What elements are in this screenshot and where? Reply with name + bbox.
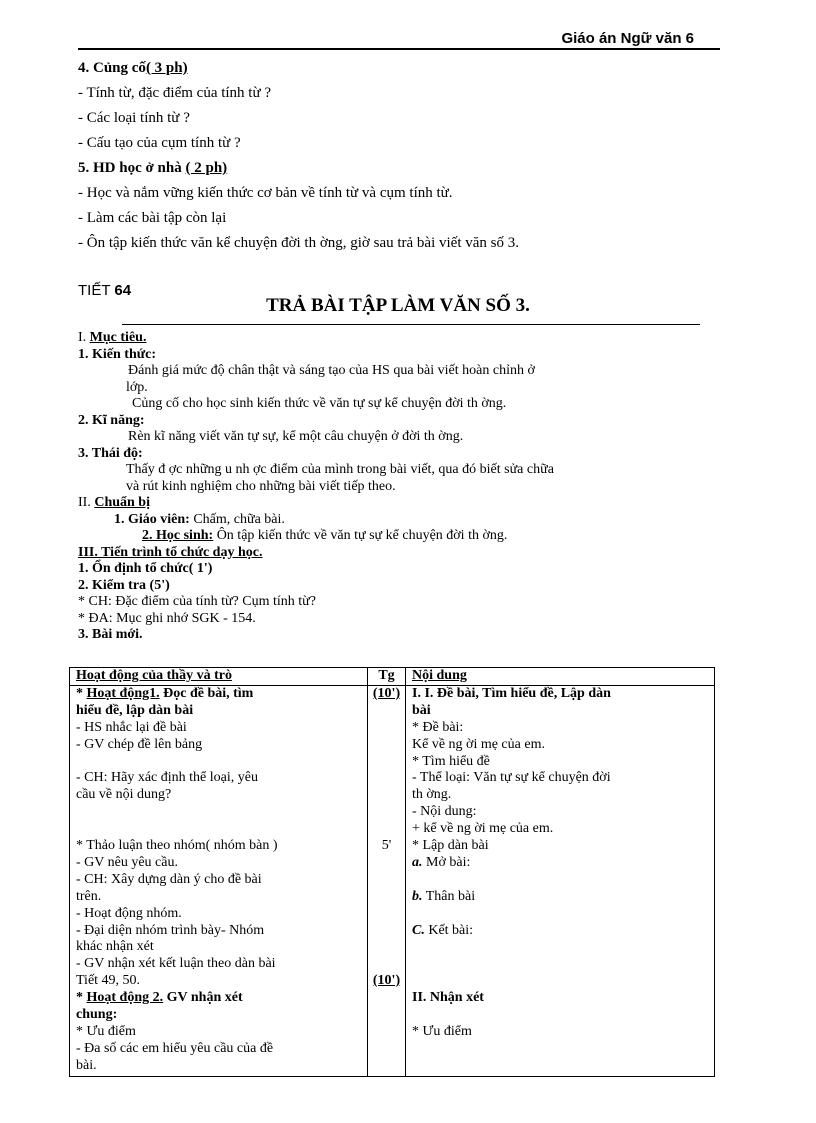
table-row-text: * Ưu điểm bbox=[412, 1023, 472, 1039]
page-bottom-margin bbox=[0, 1077, 816, 1123]
outline-intro: a. Mở bài: bbox=[412, 854, 471, 870]
objectives-heading: I. Mục tiêu. bbox=[78, 330, 147, 345]
content-heading-1-cont: bài bbox=[412, 702, 431, 718]
table-header-row bbox=[70, 668, 715, 686]
list-item: - Tính từ, đặc điểm của tính từ ? bbox=[78, 85, 272, 101]
table-row-text: + kể về ng ời mẹ của em. bbox=[412, 821, 554, 837]
process-question: * CH: Đặc điểm của tính từ? Cụm tính từ? bbox=[78, 594, 316, 609]
knowledge-text-2: Củng cố cho học sinh kiến thức về văn tự sự kể chuyện đời th ờng. bbox=[132, 396, 507, 411]
table-row-text: - CH: Hãy xác định thể loại, yêu bbox=[76, 770, 258, 786]
content-cell bbox=[406, 685, 715, 1076]
skill-heading: 2. Kĩ năng: bbox=[78, 412, 145, 428]
table-row-text: * Ưu điểm bbox=[76, 1023, 136, 1039]
table-row-text: trên. bbox=[76, 888, 102, 904]
table-row-text: - Đại diện nhóm trình bày- Nhóm bbox=[76, 922, 265, 938]
prep-student: 2. Học sinh: Ôn tập kiến thức về văn tự sự kể chuyện đời th ờng. bbox=[142, 528, 508, 543]
table-row-text: - Thể loại: Văn tự sự kể chuyện đời bbox=[412, 770, 611, 786]
page-header bbox=[78, 30, 720, 50]
attitude-text: Thấy đ ợc những u nh ợc điểm của mình trong bài viết, qua đó biết sửa chữa bbox=[126, 462, 554, 477]
table-row-text: - CH: Xây dựng dàn ý cho đề bài bbox=[76, 871, 262, 887]
section4-heading: 4. Củng cố( 3 ph) bbox=[78, 60, 188, 76]
process-org: 1. Ổn định tổ chức( 1') bbox=[78, 561, 213, 576]
table-row-text: - Nội dung: bbox=[412, 804, 477, 820]
lesson-plan-body bbox=[78, 330, 728, 644]
prep-heading: II. Chuẩn bị bbox=[78, 495, 150, 510]
table-row-text: * Thảo luận theo nhóm( nhóm bàn ) bbox=[76, 838, 278, 854]
table-header-activity: Hoạt động của thầy và trò bbox=[70, 668, 368, 686]
skill-text: Rèn kĩ năng viết văn tự sự, kể một câu chuyện ở đời th ờng. bbox=[128, 429, 464, 444]
table-header-content: Nội dung bbox=[406, 668, 715, 686]
time-activity1: (10') bbox=[372, 685, 401, 701]
list-item: - Ôn tập kiến thức văn kể chuyện đời th ờng, giờ sau trả bài viết văn số 3. bbox=[78, 235, 519, 251]
section-consolidation bbox=[78, 56, 728, 256]
prep-teacher: 1. Giáo viên: Chấm, chữa bài. bbox=[114, 511, 285, 527]
list-item: - Học và nắm vững kiến thức cơ bản về tính từ và cụm tính từ. bbox=[78, 185, 453, 201]
table-row bbox=[70, 685, 715, 1076]
table-row-text: Kể về ng ời mẹ của em. bbox=[412, 736, 545, 752]
table-row-text: khác nhận xét bbox=[76, 939, 154, 955]
list-item: - Cấu tạo của cụm tính từ ? bbox=[78, 135, 241, 151]
activity1-heading: * Hoạt động1. Đọc đề bài, tìm bbox=[76, 685, 254, 701]
outline-body: b. Thân bài bbox=[412, 888, 476, 904]
header-title: Giáo án Ngữ văn 6 bbox=[561, 30, 694, 47]
lesson-table bbox=[69, 667, 715, 1077]
table-row-text: bài. bbox=[76, 1057, 97, 1073]
table-row-text: - GV nêu yêu cầu. bbox=[76, 854, 178, 870]
content-heading-1: I. I. Đề bài, Tìm hiểu đề, Lập dàn bbox=[412, 685, 611, 701]
page-title: TRẢ BÀI TẬP LÀM VĂN SỐ 3. bbox=[266, 295, 530, 316]
list-item: - Làm các bài tập còn lại bbox=[78, 210, 227, 226]
table-row-text: Tiết 49, 50. bbox=[76, 973, 141, 989]
knowledge-heading: 1. Kiến thức: bbox=[78, 346, 157, 362]
table-row-text: - HS nhắc lại đề bài bbox=[76, 719, 187, 735]
time-cell bbox=[368, 685, 406, 1076]
activity-cell bbox=[70, 685, 368, 1076]
lesson-number: TIẾT 64 bbox=[78, 282, 132, 299]
activity2-heading-cont: chung: bbox=[76, 1007, 118, 1023]
table-row-text: - Đa số các em hiểu yêu cầu của đề bbox=[76, 1040, 274, 1056]
table-row-text: * Đề bài: bbox=[412, 719, 464, 735]
table-row-text: - GV nhận xét kết luận theo dàn bài bbox=[76, 956, 276, 972]
time-discussion: 5' bbox=[381, 837, 392, 853]
activity1-heading-cont: hiểu đề, lập dàn bài bbox=[76, 702, 194, 718]
section5-heading: 5. HD học ở nhà ( 2 ph) bbox=[78, 160, 228, 176]
list-item: - Các loại tính từ ? bbox=[78, 110, 190, 126]
process-new-lesson: 3. Bài mới. bbox=[78, 627, 143, 642]
activity2-heading: * Hoạt động 2. GV nhận xét bbox=[76, 990, 243, 1006]
content-heading-2: II. Nhận xét bbox=[412, 990, 484, 1006]
process-heading: III. Tiến trình tổ chức dạy học. bbox=[78, 544, 263, 560]
knowledge-text-cont: lớp. bbox=[126, 379, 148, 395]
table-row-text: th ờng. bbox=[412, 787, 452, 803]
table-header-time: Tg bbox=[368, 668, 406, 686]
table-row-text: * Lập dàn bài bbox=[412, 838, 489, 854]
table-row-text: - Hoạt động nhóm. bbox=[76, 905, 182, 921]
process-answer: * ĐA: Mục ghi nhớ SGK - 154. bbox=[78, 610, 256, 626]
title-divider bbox=[122, 324, 700, 325]
process-check: 2. Kiểm tra (5') bbox=[78, 577, 170, 593]
attitude-heading: 3. Thái độ: bbox=[78, 445, 143, 461]
table-row-text: cầu về nội dung? bbox=[76, 787, 172, 803]
time-activity2: (10') bbox=[372, 973, 401, 989]
knowledge-text: Đánh giá mức độ chân thật và sáng tạo của HS qua bài viết hoàn chỉnh ở bbox=[128, 363, 535, 378]
attitude-text-cont: và rút kinh nghiệm cho những bài viết tiếp theo. bbox=[126, 478, 396, 494]
outline-conclusion: C. Kết bài: bbox=[412, 922, 474, 938]
table-row-text: - GV chép đề lên bảng bbox=[76, 736, 203, 752]
table-row-text: * Tìm hiểu đề bbox=[412, 753, 490, 769]
